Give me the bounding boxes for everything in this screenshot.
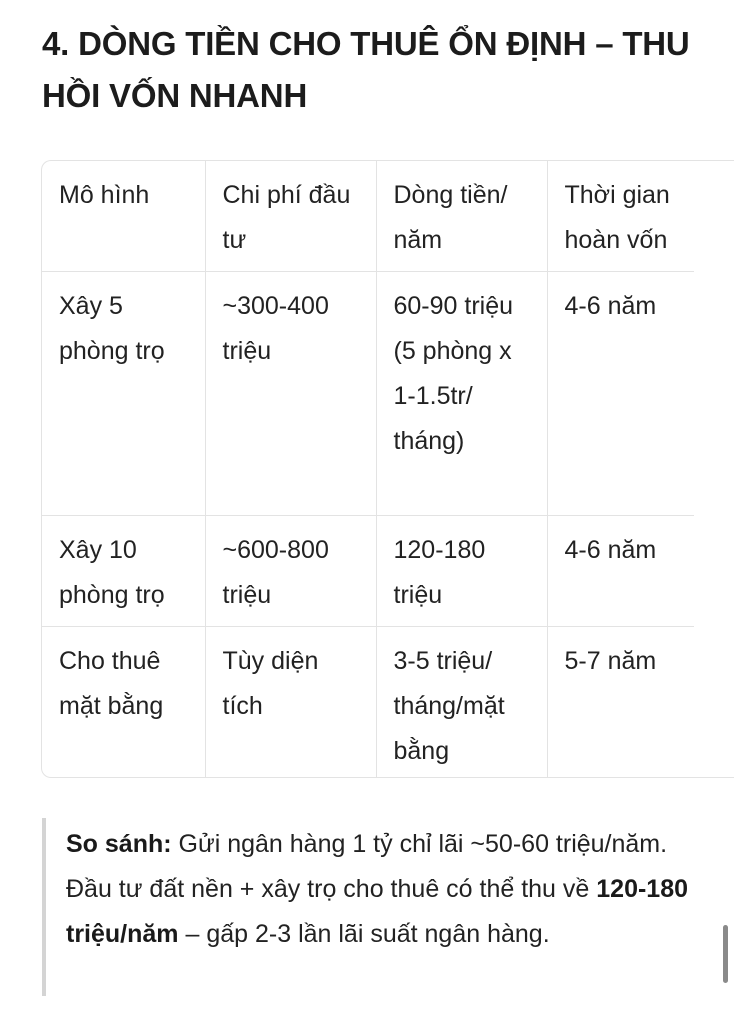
cell-investment-cost: ~300-400 triệu xyxy=(205,272,376,516)
cell-payback-period: 4-6 năm xyxy=(547,272,694,516)
comparison-table xyxy=(42,161,694,778)
investment-table xyxy=(41,160,734,778)
comparison-note xyxy=(42,818,702,996)
note-text-end: – gấp 2-3 lần lãi suất ngân hàng. xyxy=(178,920,550,948)
table-row xyxy=(42,272,694,516)
scrollbar-thumb[interactable] xyxy=(723,925,728,983)
cell-model: Cho thuê mặt bằng xyxy=(42,627,205,779)
table-header-row xyxy=(42,161,694,272)
cell-model: Xây 10 phòng trọ xyxy=(42,516,205,627)
cell-payback-period: 4-6 năm xyxy=(547,516,694,627)
section-heading: 4. DÒNG TIỀN CHO THUÊ ỔN ĐỊNH – THU HỒI VỐN NHANH xyxy=(42,25,690,114)
cell-investment-cost: Tùy diện tích xyxy=(205,627,376,779)
header-payback-period: Thời gian hoàn vốn xyxy=(547,161,694,272)
cell-cashflow: 3-5 triệu/ tháng/mặt bằng xyxy=(376,627,547,779)
note-emphasis: 120-180 triệu/năm xyxy=(66,875,689,948)
cell-investment-cost: ~600-800 triệu xyxy=(205,516,376,627)
header-model: Mô hình xyxy=(42,161,205,272)
cell-cashflow: 60-90 triệu (5 phòng x 1-1.5tr/ tháng) xyxy=(376,272,547,516)
cell-cashflow: 120-180 triệu xyxy=(376,516,547,627)
table-row xyxy=(42,516,694,627)
cell-model: Xây 5 phòng trọ xyxy=(42,272,205,516)
note-label: So sánh: xyxy=(66,830,172,858)
note-text: Gửi ngân hàng 1 tỷ chỉ lãi ~50-60 triệu/năm. Đầu tư đất nền + xây trọ cho thuê có thể thu về xyxy=(66,830,668,903)
header-cashflow: Dòng tiền/ năm xyxy=(376,161,547,272)
header-investment-cost: Chi phí đầu tư xyxy=(205,161,376,272)
table-row xyxy=(42,627,694,779)
cell-payback-period: 5-7 năm xyxy=(564,647,657,675)
